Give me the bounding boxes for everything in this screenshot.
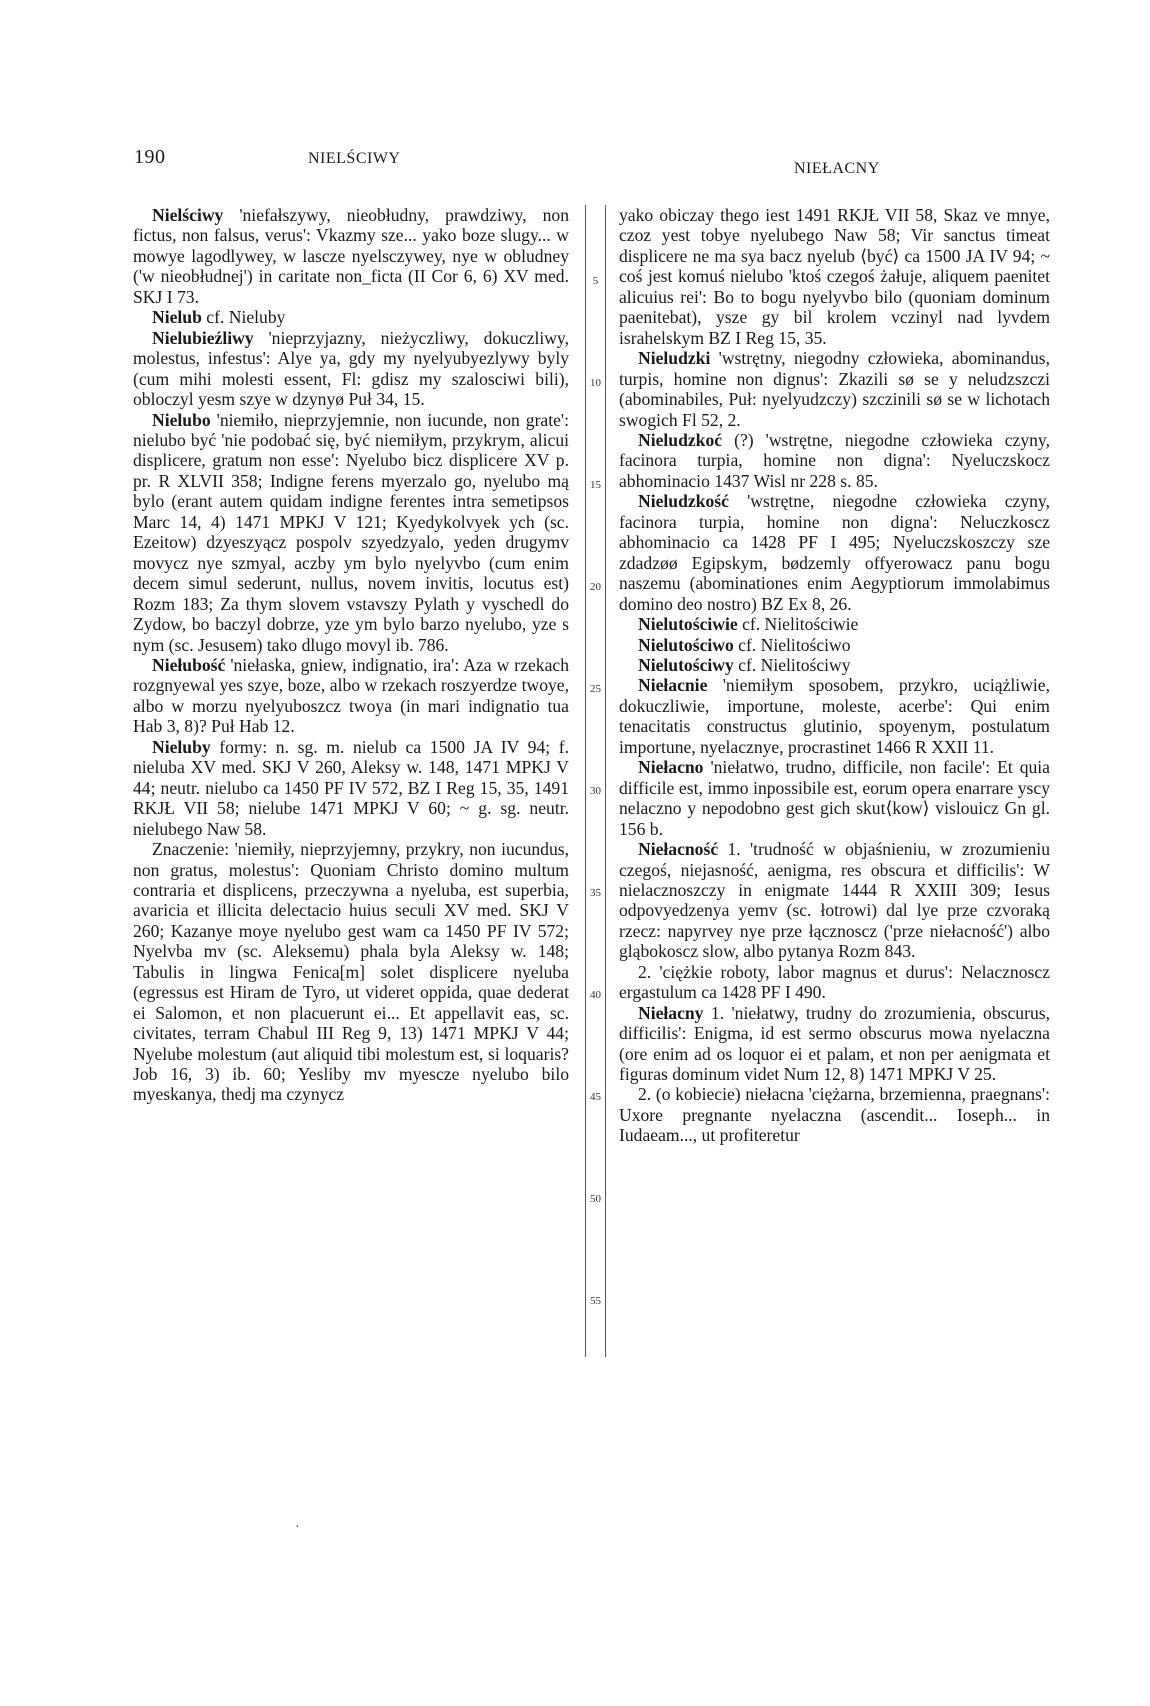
entry — [133, 410, 569, 655]
entry — [133, 655, 569, 737]
headword: Niełacny — [638, 1002, 704, 1023]
headword: Nielutościwie — [638, 614, 738, 635]
entry-text: 'niełatwo, trudno, difficile, non facile': Et quia difficile est, immo inpossibile est, eorum opera enarrare yscy nelaczno y nepodobno gest gich skut⟨kow⟩ vislouicz Gn gl. 156 b. — [619, 757, 1050, 839]
entry-text: cf. Nielitościwo — [733, 634, 851, 655]
running-head-left: NIELŚCIWY — [308, 150, 401, 167]
entry — [619, 839, 1050, 962]
entry — [619, 430, 1050, 491]
line-number: 45 — [590, 1091, 601, 1103]
line-number: 55 — [590, 1295, 601, 1307]
left-column — [133, 205, 569, 1105]
entry — [133, 737, 569, 839]
entry-text: 'wstrętny, niegodny człowieka, abominandus, turpis, homine non dignus': Zkazili sø se y neludzszczi (abominabiles, Puł: nyelyudzczy) szczinili sø se w lichotach swogich Fl 52, 2. — [619, 348, 1050, 430]
headword: Niełacność — [638, 839, 719, 860]
entry-text: 1. 'niełatwy, trudny do zrozumienia, obscurus, difficilis': Enigma, id est sermo obscurus mowa nyelaczna (ore enim ad os loquor ei et palam, et non per aenigmata et figuras dominum videt Num 12, 8) 1471 MPKJ V 25. — [619, 1002, 1050, 1085]
headword: Niełacno — [638, 757, 704, 778]
entry-text: Znaczenie: 'niemiły, nieprzyjemny, przykry, non iucundus, non gratus, molestus': Quoniam Christo domino multum contraria et displicens, przeczywna a nyeluba, est superbia, avaricia et illicita delectacio huius seculi XV med. SKJ V 260; Kazanye moye nyelubo gest wam ca 1450 PF IV 572; Nyelvba mv (sc. Aleksemu) phala byla Aleksy w. 148; Tabulis in lingwa Fenica[m] solet displicere nyeluba (egressus est Hiram de Tyro, ut videret oppida, quae dederat ei Salomon, et non placuerunt ei... Et appellavit eas, sc. civitates, terram Chabul III Reg 9, 13) 1471 MPKJ V 44; Nyelube molestum (aut aliquid tibi molestum est, si loquaris? Job 16, 3) ib. 60; Yesliby mv myescze nyelubo bilo myeskanya, thedj ma czynycz — [133, 839, 569, 1105]
headword: Nieludzki — [638, 348, 711, 369]
running-head-right: NIEŁACNY — [794, 160, 880, 177]
entry-text: 'niemiło, nieprzyjemnie, non iucunde, non grate': nielubo być 'nie podobać się, być niemiłym, przykrym, alicui displicere, gratum non esse': Nyelubo bicz displicere XV p. pr. R XLVII 358; Indigne ferens myerzalo go, nyelubo mą bylo (erant autem quidam indigne ferentes intra semetipsos Marc 14, 4) 1471 MPKJ V 121; Kyedykolvyek ych (sc. Ezeitow) dzyeszyącz pospolv szyedzyalo, yeden drugymv movycz nye szmyal, aczby ym bylo nyelyvbo (cum enim decem simul sederunt, nullus, novem invitis, locutus est) Rozm 183; Za thym slovem vstavszy Pylath y vyschedl do Zydow, bo baczyl dobrze, yze ym bylo barzo nyelubo, yze s nym (sc. Jesusem) tako dlugo movyl ib. 786. — [133, 409, 569, 655]
entry — [133, 307, 569, 327]
headword: Niełubość — [152, 654, 226, 675]
entry — [619, 491, 1050, 614]
line-number: 25 — [590, 683, 601, 695]
entry — [619, 348, 1050, 430]
entry-text: 'wstrętne, niegodne człowieka czyny, facinora turpia, homine non digna': Neluczkoscz abhominacio ca 1428 PF I 495; Nyeluczskoszczy sze zdadzøø Egipskym, bødzemly offyerowacz panu bogu naszemu (abominationes enim Aegyptiorum immolabimus domino deo nostro) BZ Ex 8, 26. — [619, 491, 1050, 614]
line-number: 20 — [590, 581, 601, 593]
headword: Nieludzkoć — [638, 429, 723, 450]
line-number: 50 — [590, 1193, 601, 1205]
entry-text: yako obiczay thego iest 1491 RKJŁ VII 58, Skaz ve mnye, czoz yest tobye nyelubego Naw 58; Vir sanctus timeat displicere ne ma sya bacz nyelub ⟨być⟩ ca 1500 JA IV 94; ~ coś jest komuś nielubo 'ktoś czegoś żałuje, aliquem paenitet alicuius rei': Bo to bogu nyelyvbo bilo (quoniam dominum paenitebat), ysze gy bil krolem vczinyl nad lyvdem israhelskym BZ I Reg 15, 35. — [619, 205, 1050, 348]
entry-text: 'niemiłym sposobem, przykro, uciążliwie, dokuczliwie, importune, moleste, acerbe': Qui enim tenacitatis constructus glutinio, spoyenym, postulatum importune, nyelacznye, procrastinet 1466 R XXII 11. — [619, 675, 1050, 757]
entry-text: 2. 'ciężkie roboty, labor magnus et durus': Nelacznoscz ergastulum ca 1428 PF I 490. — [619, 961, 1050, 1003]
entry — [133, 205, 569, 307]
entry — [619, 614, 1050, 634]
entry-text: 2. (o kobiecie) niełacna 'ciężarna, brzemienna, praegnans': Uxore pregnante nyelaczna (ascendit... Ioseph... in Iudaeam..., ut profiteretur — [619, 1084, 1050, 1146]
headword: Niełacnie — [638, 675, 708, 696]
line-number: 10 — [590, 377, 601, 389]
entry — [619, 635, 1050, 655]
headword: Nielub — [152, 307, 202, 328]
entry-sense — [619, 962, 1050, 1003]
line-number: 15 — [590, 479, 601, 491]
entry-text: 1. 'trudność w objaśnieniu, w zrozumieniu czegoś, niejasność, aenigma, res obscura et difficilis': W nielacznoszczy in enigmate 1444 R XXIII 309; Iesus odpovyedzenya yemv (sc. łotrowi) dal lye prze czvoraką rzecz: napyrvey nye prze łącznoscz ('prze niełacność') albo gląbokoscz slow, albo pytanya Rozm 843. — [619, 839, 1050, 962]
line-number: 40 — [590, 989, 601, 1001]
line-number: 30 — [590, 785, 601, 797]
entry — [619, 757, 1050, 839]
entry — [133, 839, 569, 1105]
entry-text: cf. Nielitościwie — [737, 614, 859, 635]
headword: Nieludzkość — [638, 491, 729, 512]
headword: Nielubo — [152, 409, 211, 430]
entry-text: cf. Nieluby — [201, 307, 286, 328]
entry-text: 'niefałszywy, nieobłudny, prawdziwy, non fictus, non falsus, verus': Vkazmy sze... yako boze slugy... w mowye lagodlywey, w lascze nyelsczywey, nye w obludney ('w nieobłudnej') in caritate non_ficta (II Cor 6, 6) XV med. SKJ I 73. — [133, 205, 569, 307]
entry — [133, 328, 569, 410]
page-number: 190 — [134, 146, 166, 168]
headword: Nieluby — [152, 736, 211, 757]
entry-text: 'nieprzyjazny, nieżyczliwy, dokuczliwy, molestus, infestus': Alye ya, gdy my nyelyubyezlywy byly (cum mihi molesti essent, Fl: gdisz my szalosciwi bili), obloczyl yesm szye w dzynyø Puł 34, 15. — [133, 327, 569, 410]
headword: Nielubieźliwy — [152, 327, 254, 348]
right-column — [619, 205, 1050, 1146]
line-number: 35 — [590, 887, 601, 899]
entry-text: 'niełaska, gniew, indignatio, ira': Aza w rzekach rozgnyewal yes szye, boze, albo w rzekach roszyerdze twoye, albo w morzu nyelyuboszcz twoya (in mari indignatio tua Hab 3, 8)? Puł Hab 12. — [133, 654, 569, 737]
line-number: 5 — [592, 275, 599, 287]
entry-continuation — [619, 205, 1050, 348]
print-speck: • — [296, 1522, 299, 1531]
entry-sense — [619, 1084, 1050, 1145]
headword: Nielutościwo — [638, 634, 734, 655]
entry — [619, 655, 1050, 675]
entry-text: (?) 'wstrętne, niegodne człowieka czyny, facinora turpia, homine non digna': Nyeluczskocz abhominacio 1437 Wisl nr 228 s. 85. — [619, 429, 1050, 491]
headword: Nielutościwy — [638, 654, 734, 675]
entry — [619, 1003, 1050, 1085]
column-rule-right — [605, 205, 606, 1357]
entry-text: formy: n. sg. m. nielub ca 1500 JA IV 94; f. nieluba XV med. SKJ V 260, Aleksy w. 148, 1471 MPKJ V 44; neutr. nielubo ca 1450 PF IV 572, BZ I Reg 15, 35, 1491 RKJŁ VII 58; nielube 1471 MPKJ V 60; ~ g. sg. neutr. nielubego Naw 58. — [133, 736, 569, 839]
headword: Nielściwy — [152, 205, 224, 225]
entry-text: cf. Nielitościwy — [733, 654, 851, 675]
entry — [619, 675, 1050, 757]
